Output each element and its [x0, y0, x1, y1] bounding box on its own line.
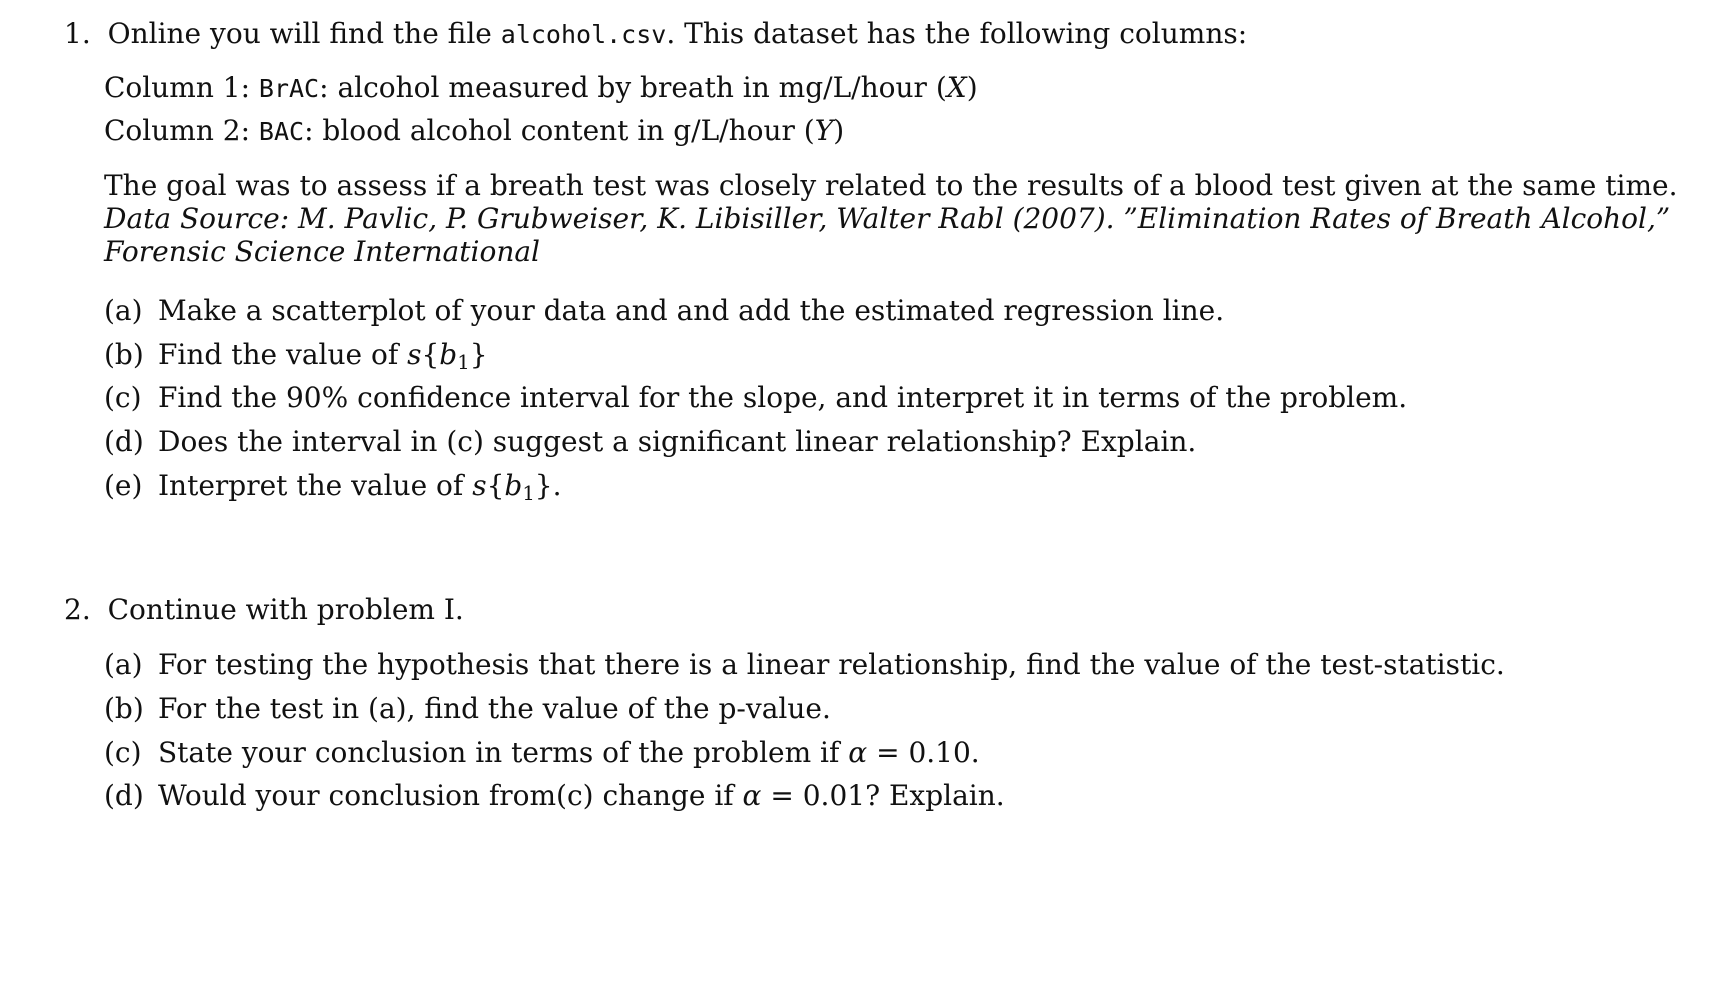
- question-1-intro: [64, 17, 1248, 50]
- alpha-symbol: α: [742, 779, 762, 812]
- part-label: (a): [104, 294, 143, 327]
- q1-part-c: (c) Find the 90% confidence interval for the slope, and interpret it in terms of the problem.: [104, 381, 1408, 414]
- alpha-symbol: α: [848, 736, 868, 769]
- data-source-line-1: Data Source: M. Pavlic, P. Grubweiser, K. Libisiller, Walter Rabl (2007). ”Elimination Rates of Breath Alcohol,”: [104, 202, 1671, 235]
- q1-part-d: (d) Does the interval in (c) suggest a significant linear relationship? Explain.: [104, 425, 1197, 458]
- part-label: (c): [104, 736, 142, 769]
- variable: X: [946, 71, 967, 104]
- column-code: BAC: [258, 117, 305, 146]
- question-number: 2.: [64, 593, 91, 626]
- q2-part-b: (b) For the test in (a), find the value of the p-value.: [104, 692, 831, 725]
- q2-part-c: (c) State your conclusion in terms of the problem if α = 0.10.: [104, 736, 980, 769]
- column-2-description: Column 2: BAC: blood alcohol content in g/L/hour (Y): [104, 114, 845, 147]
- question-2-intro: [64, 593, 464, 626]
- q1-part-e: (e) Interpret the value of $s\{b_1\}$.: [104, 469, 562, 505]
- part-label: (a): [104, 648, 143, 681]
- part-label: (d): [104, 779, 144, 812]
- question-number: 1.: [64, 17, 91, 50]
- intro-text: Continue with problem I.: [107, 593, 464, 626]
- q1-part-b: (b) Find the value of $s\{b_1\}$: [104, 338, 488, 374]
- column-1-description: Column 1: BrAC: alcohol measured by breath in mg/L/hour (X): [104, 71, 978, 104]
- part-label: (d): [104, 425, 144, 458]
- variable: Y: [814, 114, 834, 147]
- part-label: (b): [104, 692, 144, 725]
- q2-part-d: (d) Would your conclusion from(c) change if α = 0.01? Explain.: [104, 779, 1005, 812]
- intro-text: Online you will find the file: [107, 17, 501, 50]
- part-label: (c): [104, 381, 142, 414]
- q2-part-a: (a) For testing the hypothesis that there is a linear relationship, find the value of the test-statistic.: [104, 648, 1505, 681]
- file-name: alcohol.csv: [500, 20, 667, 49]
- q1-part-a: (a) Make a scatterplot of your data and and add the estimated regression line.: [104, 294, 1225, 327]
- intro-text-end: . This dataset has the following columns:: [666, 17, 1248, 50]
- part-label: (e): [104, 469, 143, 502]
- data-source-line-2: Forensic Science International: [104, 235, 540, 268]
- part-label: (b): [104, 338, 144, 371]
- column-code: BrAC: [258, 74, 320, 103]
- goal-text: The goal was to assess if a breath test was closely related to the results of a blood test given at the same time.: [104, 169, 1678, 202]
